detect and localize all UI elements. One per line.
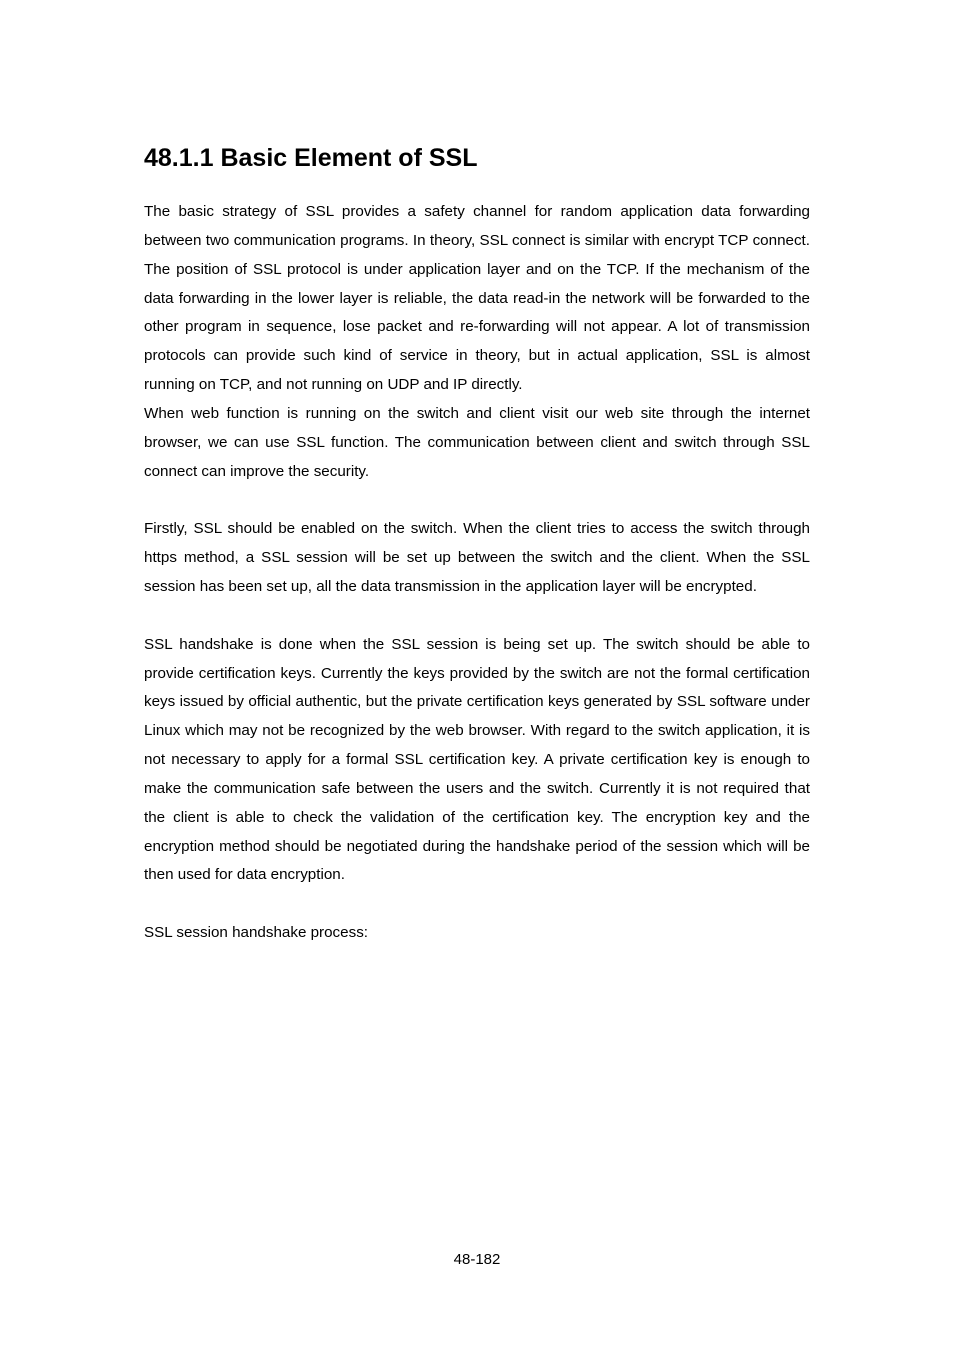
page-number: 48-182: [453, 1251, 501, 1268]
paragraph-handshake-process: SSL session handshake process:: [144, 924, 369, 942]
section-heading: 48.1.1 Basic Element of SSL: [144, 144, 478, 172]
paragraph-gap: [144, 486, 810, 515]
section-body: [144, 198, 810, 948]
paragraph-ssl-handshake: SSL handshake is done when the SSL session is being set up. The switch should be able to provide certification keys. Currently the keys provided by the switch are not the formal certification keys issued by official authentic, but the private certification keys generated by SSL software under Linux which may not be recognized by the web browser. With regard to the switch application, it is not necessary to apply for a formal SSL certification key. A private certification key is enough to make the communication safe between the users and the switch. Currently it is not required that the client is able to check the validation of the certification key. The encryption key and the encryption method should be negotiated during the handshake period of the session which will be then used for data encryption.: [144, 635, 810, 884]
paragraph-ssl-enable: Firstly, SSL should be enabled on the switch. When the client tries to access the switch through https method, a SSL session will be set up between the switch and the client. When the SSL session has been set up, all the data transmission in the application layer will be encrypted.: [144, 520, 810, 595]
paragraph-gap: [144, 890, 810, 919]
paragraph-gap: [144, 602, 810, 631]
paragraph-ssl-strategy: The basic strategy of SSL provides a safety channel for random application data forwarding between two communication programs. In theory, SSL connect is similar with encrypt TCP connect. The position of SSL protocol is under application layer and on the TCP. If the mechanism of the data forwarding in the lower layer is reliable, the data read-in the network will be forwarded to the other program in sequence, lose packet and re-forwarding will not appear. A lot of transmission protocols can provide such kind of service in theory, but in actual application, SSL is almost running on TCP, and not running on UDP and IP directly.: [144, 203, 810, 394]
paragraph-web-function: When web function is running on the switch and client visit our web site through the internet browser, we can use SSL function. The communication between client and switch through SSL connect can improve the security.: [144, 404, 810, 480]
